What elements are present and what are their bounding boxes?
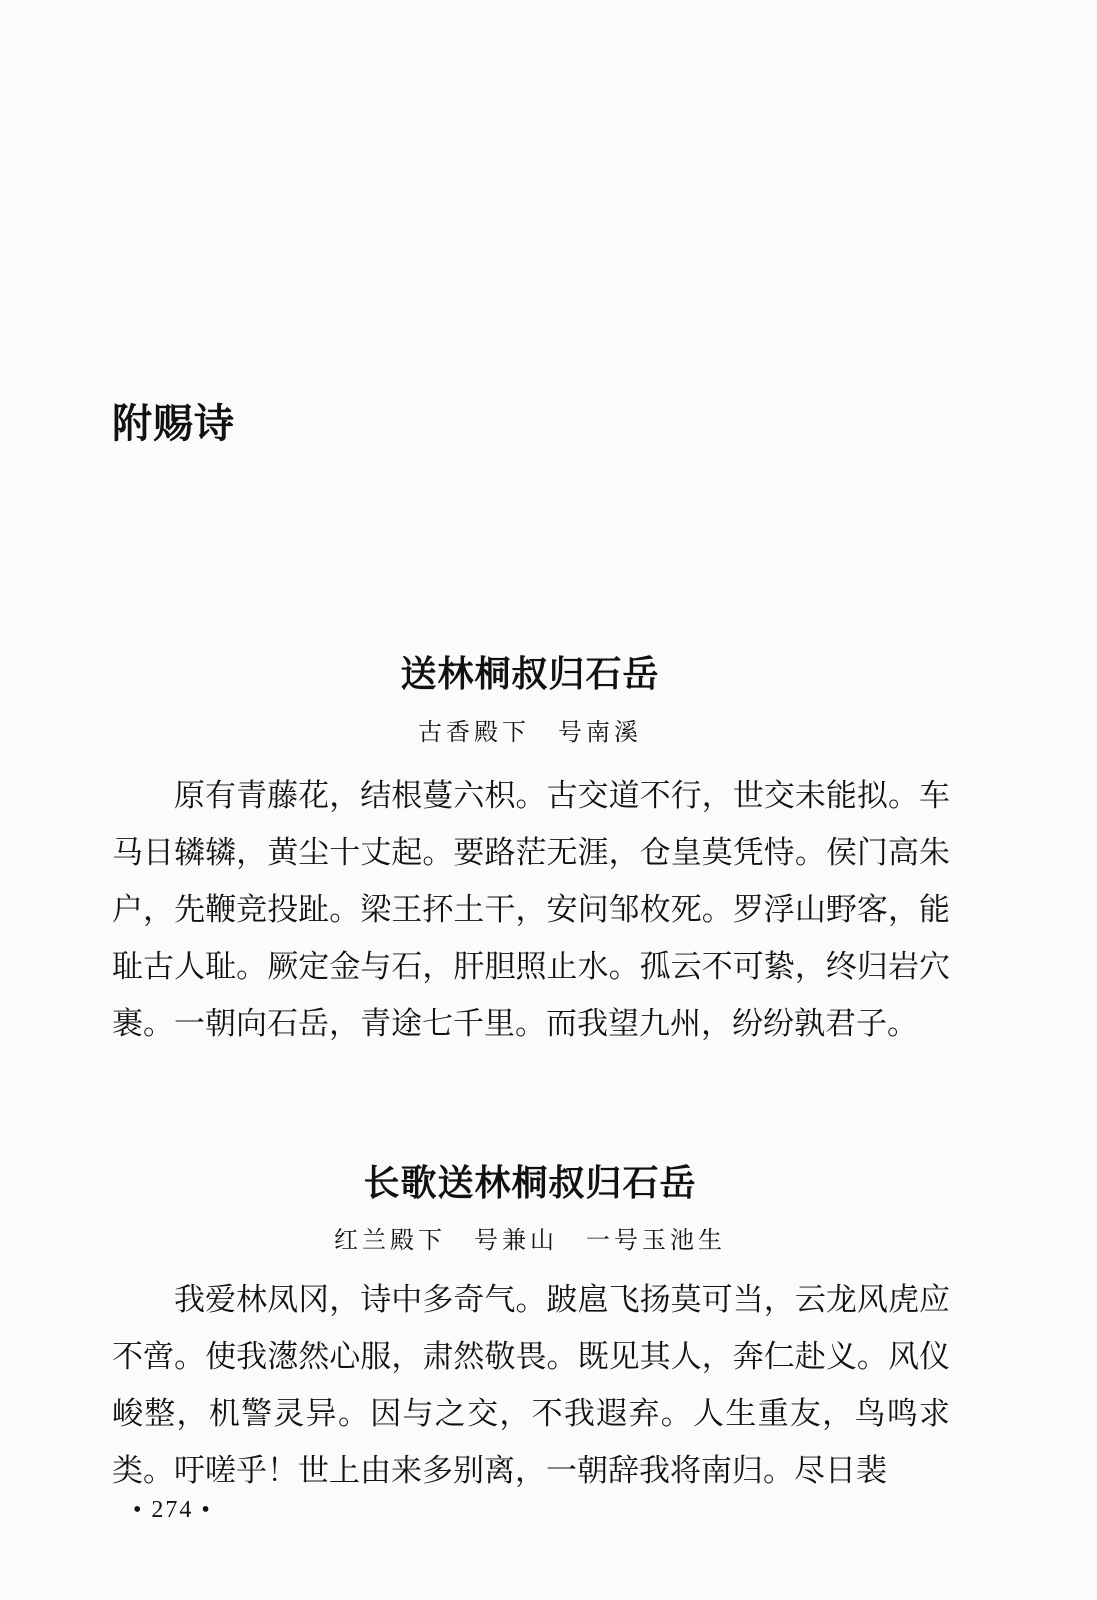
poem-title: 长歌送林桐叔归石岳 — [363, 1162, 697, 1204]
poem-body: 我爱林凤冈，诗中多奇气。跛扈飞扬莫可当，云龙风虎应不啻。使我濍然心服，肃然敬畏。既见其人，奔仁赴义。风仪峻整，机警灵异。因与之交，不我遐弃。人生重友，鸟鸣求类。吁嗟乎！世上由来多别离，一朝辞我将南归。尽日裴 — [112, 1282, 950, 1489]
poem-body: 原有青藤花，结根蔓六枳。古交道不行，世交未能拟。车马日辚辚，黄尘十丈起。要路茫无涯，仓皇莫凭恃。侯门高朱户，先鞭竞投趾。梁王抔土干，安问邹枚死。罗浮山野客，能耻古人耻。厥定金与石，肝胆照止水。孤云不可絷，终归岩穴裹。一朝向石岳，青途七千里。而我望九州，纷纷孰君子。 — [112, 778, 950, 1042]
poem-author: 红兰殿下 号兼山 一号玉池生 — [334, 1226, 726, 1254]
section-title: 附赐诗 — [112, 400, 235, 447]
poem-author: 古香殿下 号南溪 — [418, 718, 642, 746]
page-number: • 274 • — [133, 1497, 212, 1523]
poem-title: 送林桐叔归石岳 — [400, 653, 660, 695]
